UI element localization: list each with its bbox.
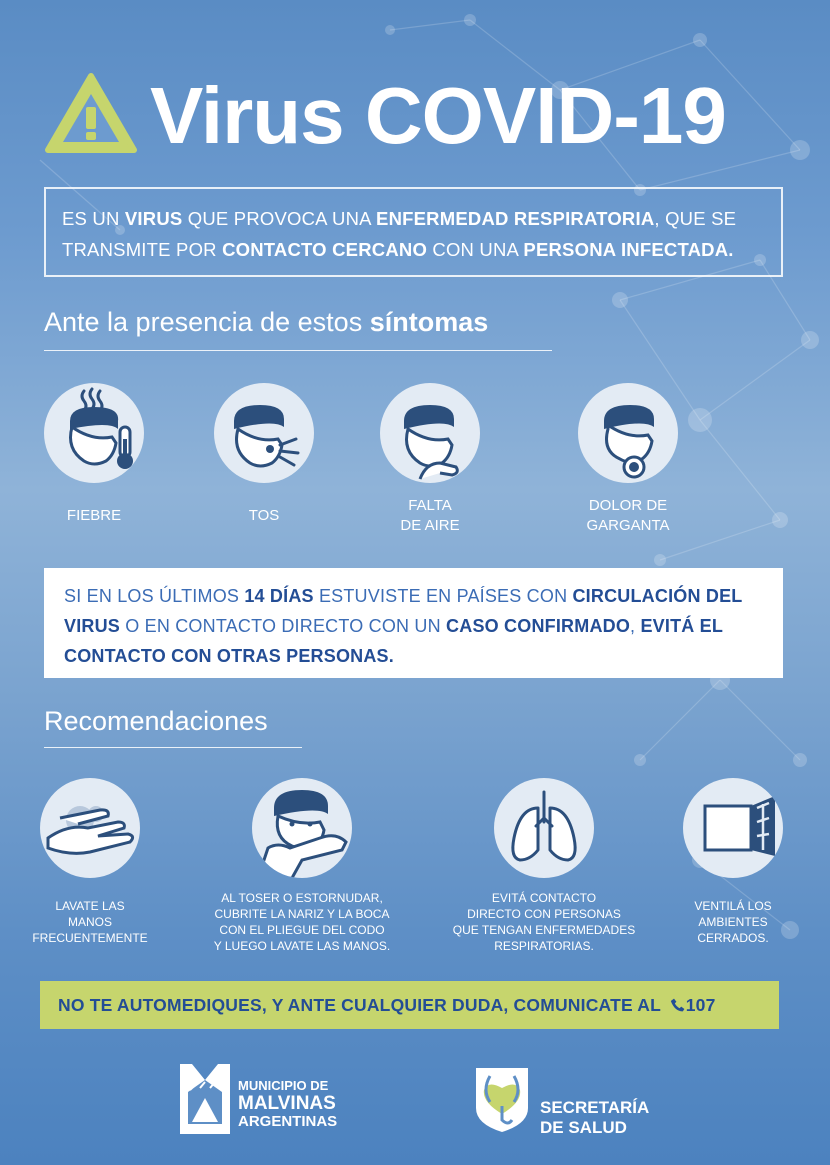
health-heart-emblem-icon — [474, 1066, 530, 1134]
hand-washing-icon — [40, 778, 140, 878]
lungs-icon — [494, 778, 594, 878]
recommendations-heading: Recomendaciones — [44, 706, 268, 736]
municipio-line1: MUNICIPIO DE — [238, 1078, 329, 1093]
symptoms-heading — [44, 307, 488, 338]
rec-lungs — [494, 778, 594, 878]
cough-into-elbow-icon — [252, 778, 352, 878]
phone-icon — [670, 997, 686, 1013]
alert-segment: O EN CONTACTO DIRECTO CON UN — [120, 616, 447, 636]
intro-segment: ENFERMEDAD RESPIRATORIA — [376, 208, 655, 229]
municipio-emblem-icon — [178, 1062, 232, 1136]
rec-open-window — [683, 778, 783, 878]
rec-hand-washing — [40, 778, 140, 878]
secretaria-line2: DE SALUD — [540, 1118, 627, 1137]
secretaria-logo — [474, 1066, 654, 1136]
symptom-label-fever: FIEBRE — [66, 507, 122, 524]
municipio-line3: ARGENTINAS — [238, 1113, 338, 1130]
intro-segment: QUE PROVOCA UNA — [182, 208, 377, 229]
self-medication-warning-bar — [40, 981, 779, 1029]
secretaria-line1: SECRETARÍA — [540, 1098, 650, 1117]
symptom-cough — [214, 383, 314, 483]
sore-throat-icon — [578, 383, 678, 483]
intro-segment: CON UNA — [427, 239, 524, 260]
rec-label-cough-elbow: AL TOSER O ESTORNUDAR, CUBRITE LA NARIZ Y LA BOCA CON EL PLIEGUE DEL CODO Y LUEGO LAVATE LAS MANOS. — [213, 891, 391, 953]
intro-segment: , QUE SE TRANSMITE POR — [62, 208, 737, 260]
alert-segment: , — [630, 616, 641, 636]
symptoms-divider — [44, 350, 552, 351]
municipio-logo — [178, 1060, 358, 1138]
recommendations-divider — [44, 747, 302, 748]
symptoms-heading-bold: síntomas — [369, 307, 489, 337]
intro-box — [44, 187, 783, 277]
cough-icon — [214, 383, 314, 483]
alert-segment: SI EN LOS ÚLTIMOS — [64, 586, 245, 606]
symptom-label-sore-throat: DOLOR DE GARGANTA — [586, 497, 670, 534]
municipio-line2: MALVINAS — [238, 1093, 336, 1114]
title-row — [44, 68, 804, 168]
intro-segment: ES UN — [62, 208, 125, 229]
warning-icon — [44, 72, 138, 154]
alert-segment: ESTUVISTE EN PAÍSES CON — [313, 586, 573, 606]
alert-segment: CIRCULACIÓN DEL VIRUS — [64, 586, 743, 636]
symptom-shortness-of-breath — [380, 383, 480, 483]
shortness-of-breath-icon — [380, 383, 480, 483]
alert-box — [44, 568, 783, 678]
symptom-label-shortness-of-breath: FALTA DE AIRE — [400, 497, 460, 534]
intro-segment: VIRUS — [124, 208, 183, 229]
alert-segment: CASO CONFIRMADO — [446, 616, 631, 636]
page-title: Virus COVID-19 — [150, 71, 726, 160]
symptom-fever — [44, 383, 144, 483]
warning-bar-bold-text: COMUNICATE AL — [513, 995, 661, 1015]
warning-bar-text: NO TE AUTOMEDIQUES, Y ANTE CUALQUIER DUDA, — [58, 995, 514, 1015]
symptom-sore-throat — [578, 383, 678, 483]
alert-segment: EVITÁ EL CONTACTO CON OTRAS PERSONAS. — [64, 616, 723, 666]
open-window-icon — [683, 778, 783, 878]
phone-number: 107 — [685, 995, 716, 1015]
symptom-label-cough: TOS — [248, 507, 280, 524]
intro-segment: CONTACTO CERCANO — [222, 239, 428, 260]
rec-label-open-window: VENTILÁ LOS AMBIENTES CERRADOS. — [694, 899, 772, 945]
intro-segment: PERSONA INFECTADA. — [523, 239, 734, 260]
fever-icon — [44, 383, 144, 483]
rec-label-hand-washing: LAVATE LAS MANOS FRECUENTEMENTE — [32, 899, 148, 945]
alert-segment: 14 DÍAS — [244, 586, 314, 606]
rec-cough-elbow — [252, 778, 352, 878]
rec-label-lungs: EVITÁ CONTACTO DIRECTO CON PERSONAS QUE TENGAN ENFERMEDADES RESPIRATORIAS. — [452, 891, 636, 953]
symptoms-heading-text: Ante la presencia de estos — [44, 307, 370, 337]
